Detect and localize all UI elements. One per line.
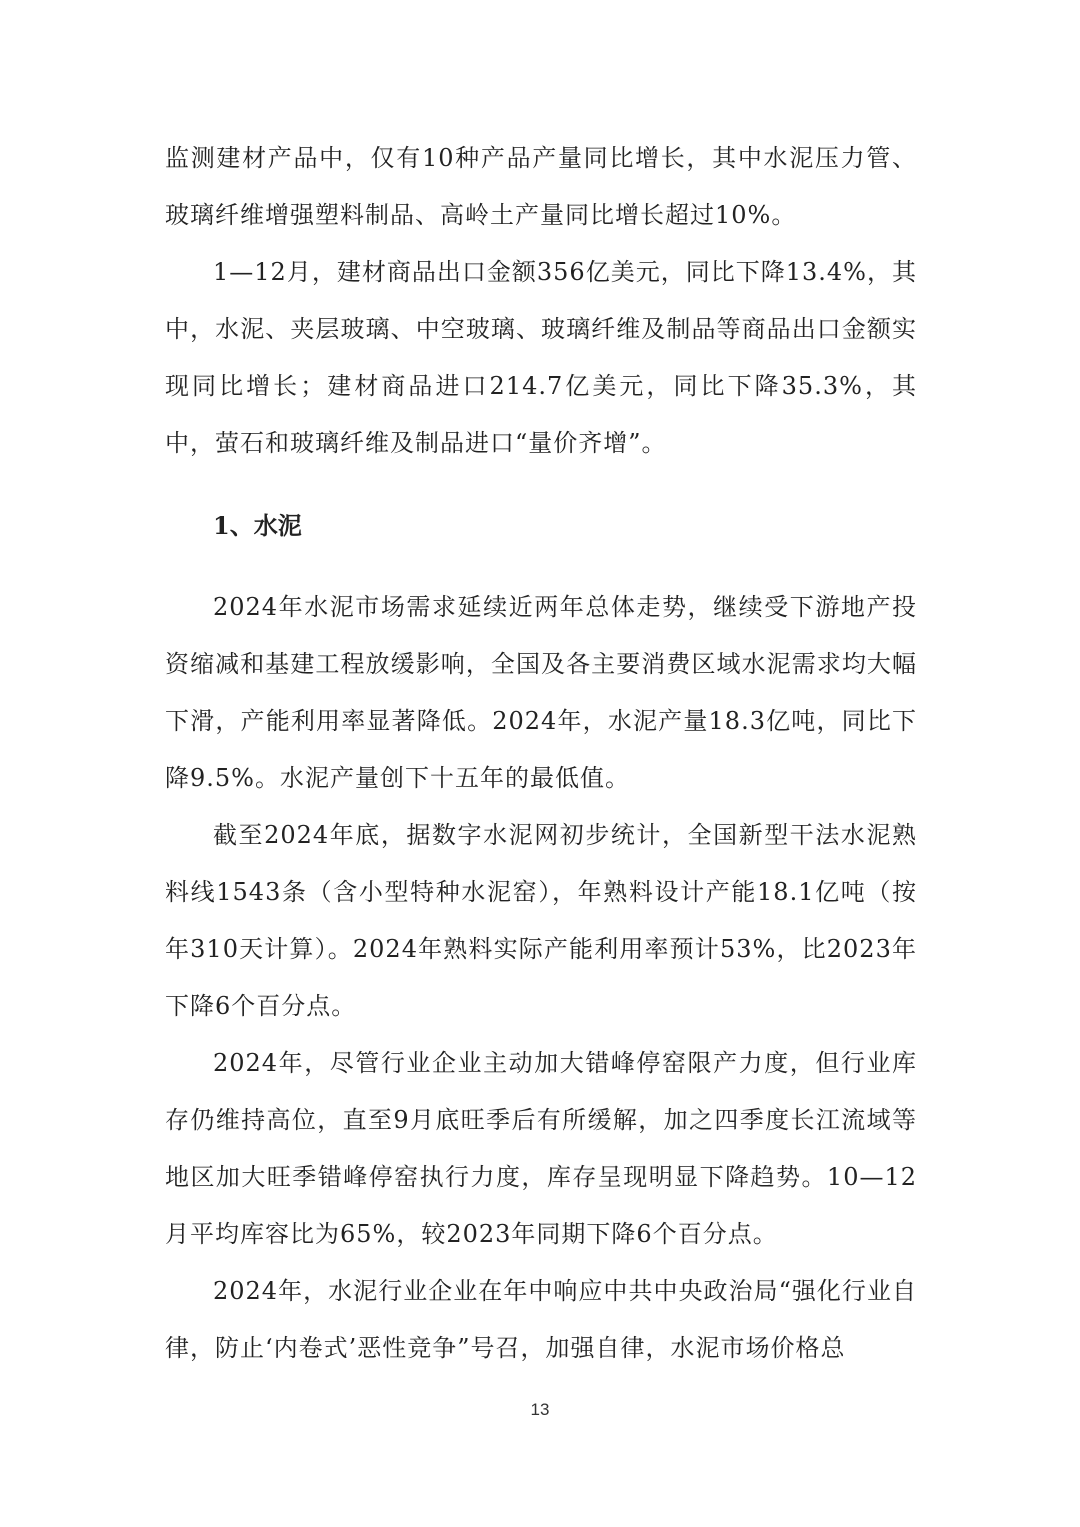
paragraph-clinker-capacity: 截至2024年底，据数字水泥网初步统计，全国新型干法水泥熟料线1543条（含小型特种水泥窑），年熟料设计产能18.1亿吨（按年310天计算）。2024年熟料实际产能利用率预计53%，比2023年下降6个百分点。: [165, 821, 917, 1020]
paragraph-inventory: 2024年，尽管行业企业主动加大错峰停窑限产力度，但行业库存仍维持高位，直至9月底旺季后有所缓解，加之四季度长江流域等地区加大旺季错峰停窑执行力度，库存呈现明显下降趋势。10—12月平均库容比为65%，较2023年同期下降6个百分点。: [165, 1049, 917, 1248]
page-number: 13: [530, 1400, 550, 1419]
section-heading-cement: 1、水泥: [213, 511, 302, 540]
document-body: [165, 130, 917, 1377]
paragraph-import-export: 1—12月，建材商品出口金额356亿美元，同比下降13.4%，其中，水泥、夹层玻璃、中空玻璃、玻璃纤维及制品等商品出口金额实现同比增长；建材商品进口214.7亿美元，同比下降35.3%，其中，萤石和玻璃纤维及制品进口“量价齐增”。: [165, 258, 917, 457]
paragraph-industry-self-discipline: 2024年，水泥行业企业在年中响应中共中央政治局“强化行业自律，防止‘内卷式’恶性竞争”号召，加强自律，水泥市场价格总: [165, 1277, 917, 1362]
paragraph-product-growth: 监测建材产品中，仅有10种产品产量同比增长，其中水泥压力管、玻璃纤维增强塑料制品、高岭土产量同比增长超过10%。: [165, 144, 917, 229]
paragraph-cement-demand: 2024年水泥市场需求延续近两年总体走势，继续受下游地产投资缩减和基建工程放缓影响，全国及各主要消费区域水泥需求均大幅下滑，产能利用率显著降低。2024年，水泥产量18.3亿吨，同比下降9.5%。水泥产量创下十五年的最低值。: [165, 593, 917, 792]
